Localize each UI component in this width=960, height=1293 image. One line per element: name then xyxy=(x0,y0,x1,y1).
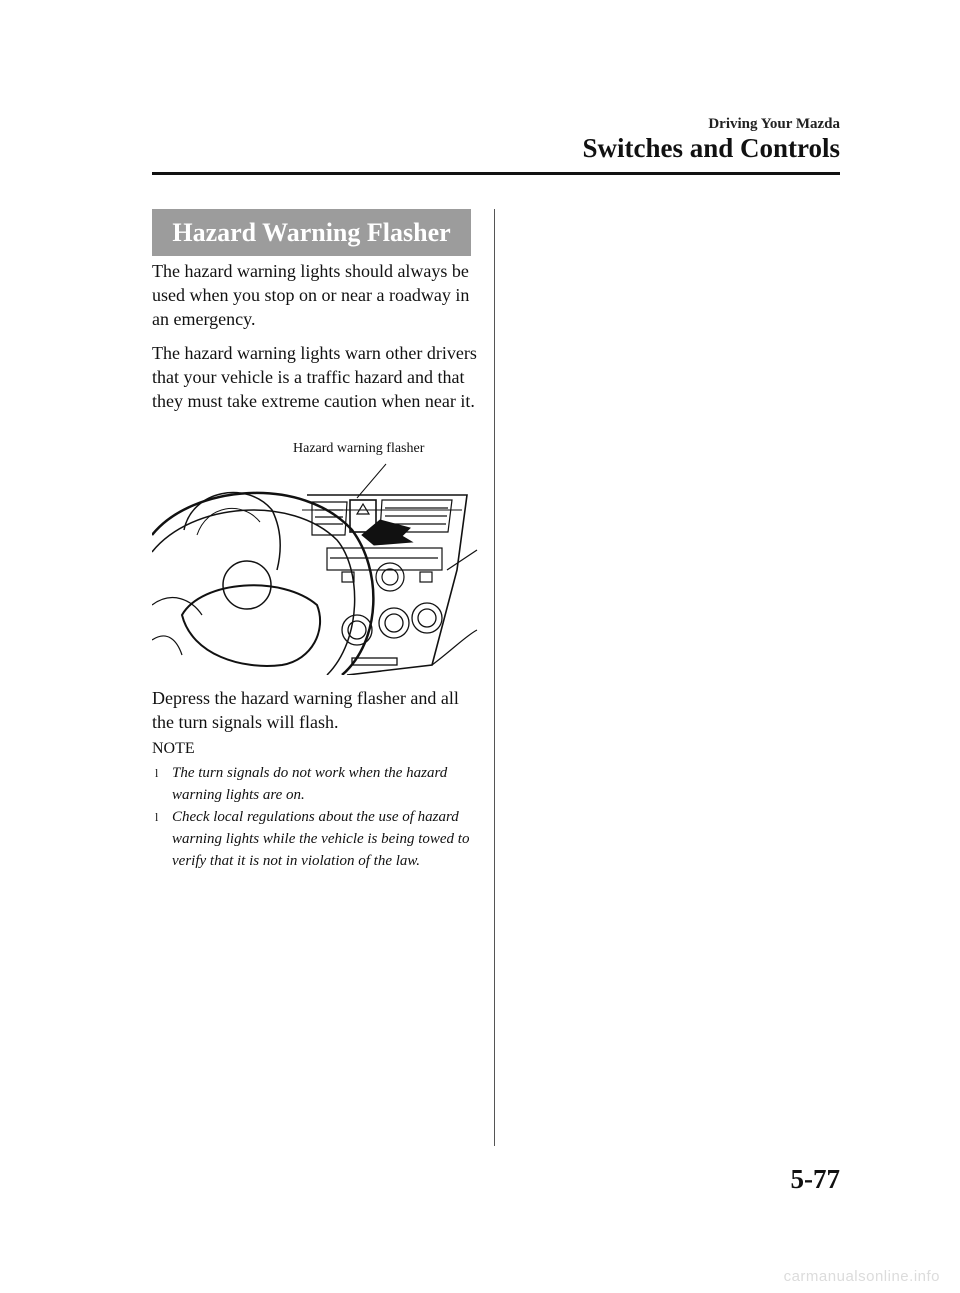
air-vent-left xyxy=(312,502,347,535)
instruction-paragraph: Depress the hazard warning flasher and all the turn signals will flash. xyxy=(152,688,459,732)
figure-caption: Hazard warning flasher xyxy=(293,441,425,456)
note-label: NOTE xyxy=(152,740,195,757)
volume-knob xyxy=(376,563,404,591)
intro-paragraph: The hazard warning lights should always be used when you stop on or near a roadway in an emergency. xyxy=(152,261,470,329)
section-heading: Switches and Controls xyxy=(582,133,840,163)
note-text: The turn signals do not work when the hazard warning lights are on. xyxy=(172,765,448,803)
callout-leader xyxy=(357,464,386,498)
bullet-icon: l xyxy=(155,810,159,824)
header-rule xyxy=(152,172,840,175)
note-list xyxy=(155,762,485,872)
hazard-triangle-icon xyxy=(357,504,369,514)
note-text: Check local regulations about the use of hazard warning lights while the vehicle is being towed to verify that it is not in violation of the law. xyxy=(172,809,470,869)
warning-paragraph: The hazard warning lights warn other drivers that your vehicle is a traffic hazard and that they must take extreme caution when near it. xyxy=(152,343,477,411)
chapter-label: Driving Your Mazda xyxy=(708,116,840,132)
dashboard-illustration xyxy=(152,440,482,675)
note-item xyxy=(155,762,485,806)
steering-wheel-hub xyxy=(182,585,320,666)
bullet-icon: l xyxy=(155,766,159,780)
column-divider xyxy=(494,209,495,1146)
steering-wheel-rim xyxy=(152,493,373,675)
watermark: carmanualsonline.info xyxy=(783,1268,940,1285)
section-title-banner: Hazard Warning Flasher xyxy=(152,209,471,256)
page-number: 5-77 xyxy=(790,1164,840,1194)
note-item xyxy=(155,806,485,872)
radio-panel xyxy=(327,548,442,591)
